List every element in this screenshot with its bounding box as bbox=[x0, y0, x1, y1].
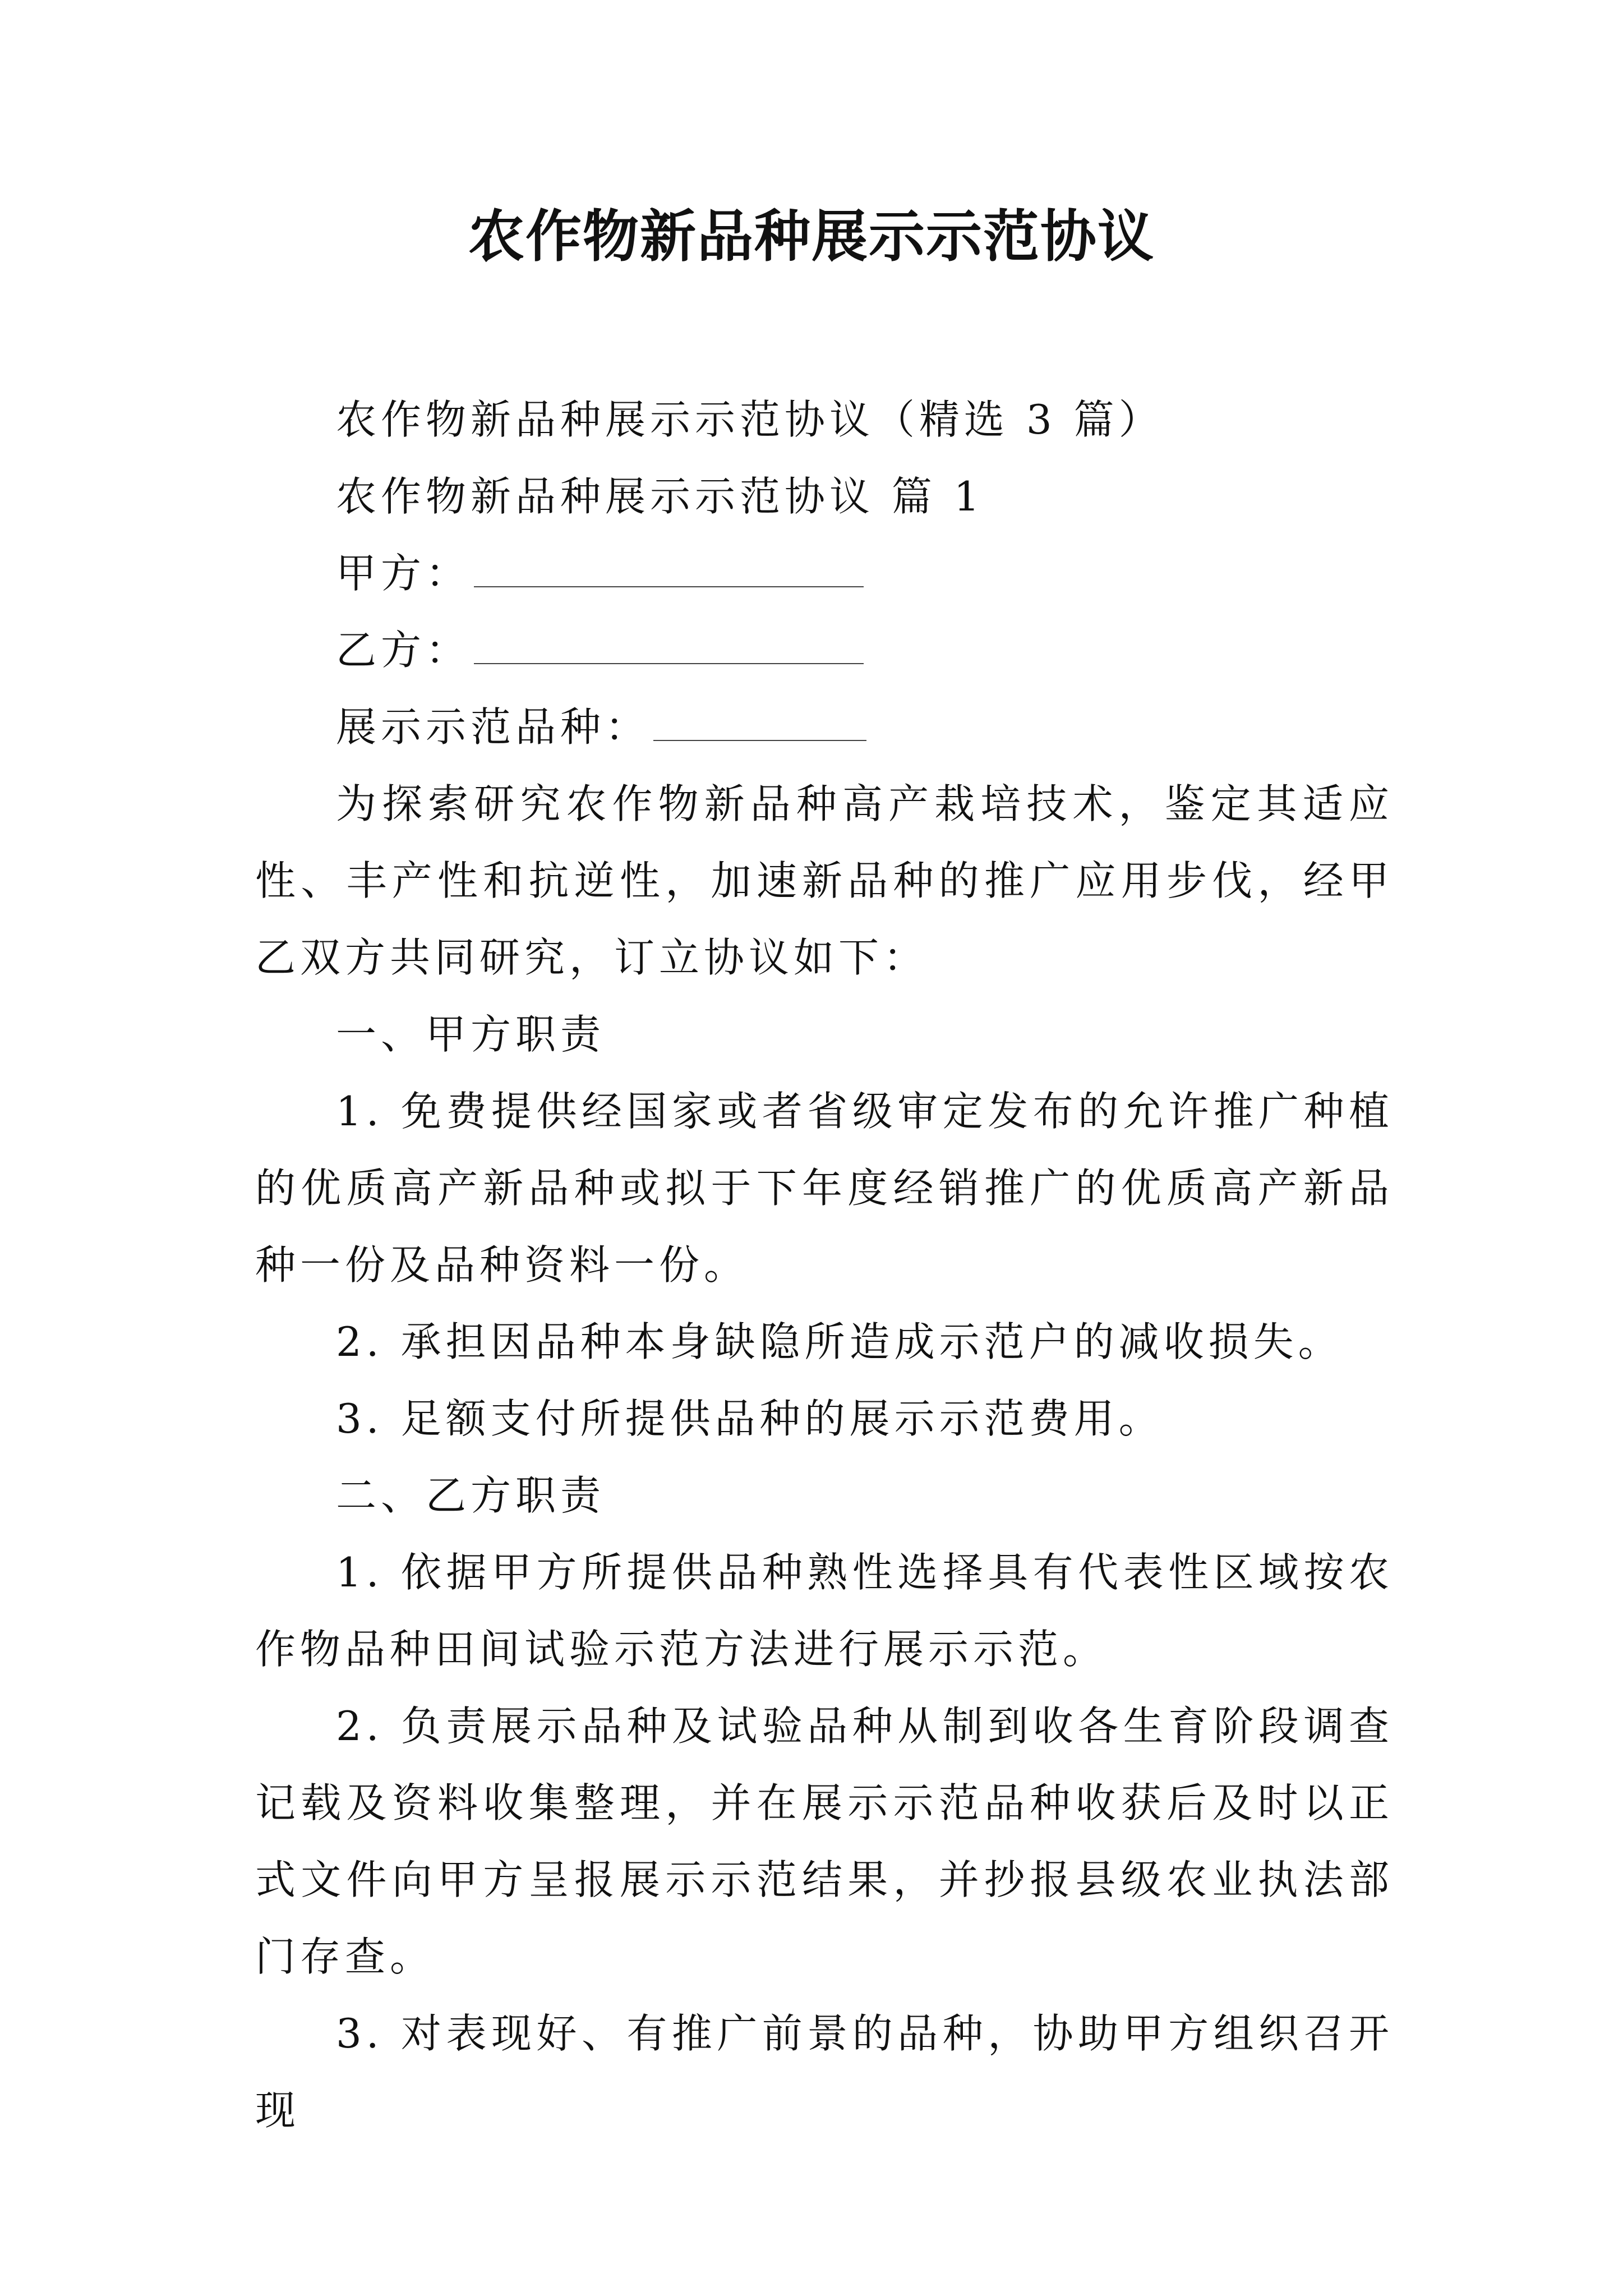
document-body bbox=[255, 381, 1394, 2149]
duty-a-item: 1. 免费提供经国家或者省级审定发布的允许推广种植的优质高产新品种或拟于下年度经销推广的优质高产新品种一份及品种资料一份。 bbox=[255, 1088, 1394, 1289]
duty-b-item: 1. 依据甲方所提供品种熟性选择具有代表性区域按农作物品种田间试验示范方法进行展示示范。 bbox=[255, 1549, 1394, 1673]
duty-b-item: 3. 对表现好、有推广前景的品种，协助甲方组织召开现 bbox=[255, 2010, 1394, 2134]
party-b-blank bbox=[474, 629, 864, 664]
document-title: 农作物新品种展示示范协议 bbox=[468, 204, 1155, 269]
party-a-blank bbox=[474, 553, 864, 587]
duty-b-item: 2. 负责展示品种及试验品种从制到收各生育阶段调查记载及资料收集整理，并在展示示范品种收获后及时以正式文件向甲方呈报展示示范结果，并抄报县级农业执法部门存查。 bbox=[255, 1703, 1394, 1980]
intro-paragraph: 为探索研究农作物新品种高产栽培技术，鉴定其适应性、丰产性和抗逆性，加速新品种的推广应用步伐，经甲乙双方共同研究，订立协议如下： bbox=[255, 780, 1394, 981]
variety-label: 展示示范品种： bbox=[336, 703, 651, 751]
party-b-line bbox=[255, 612, 1394, 689]
duties-b-heading: 二、乙方职责 bbox=[336, 1472, 606, 1519]
variety-line bbox=[255, 689, 1394, 766]
duties-a-heading: 一、甲方职责 bbox=[336, 1011, 606, 1058]
section-heading: 农作物新品种展示示范协议 篇 1 bbox=[336, 473, 984, 520]
duty-a-item: 3. 足额支付所提供品种的展示示范费用。 bbox=[336, 1395, 1164, 1442]
document-subtitle: 农作物新品种展示示范协议（精选 3 篇） bbox=[336, 396, 1164, 443]
party-b-label: 乙方： bbox=[336, 627, 471, 674]
party-a-line bbox=[255, 535, 1394, 612]
party-a-label: 甲方： bbox=[336, 550, 471, 597]
variety-blank bbox=[653, 706, 866, 741]
duty-a-item: 2. 承担因品种本身缺隐所造成示范户的减收损失。 bbox=[336, 1318, 1343, 1365]
